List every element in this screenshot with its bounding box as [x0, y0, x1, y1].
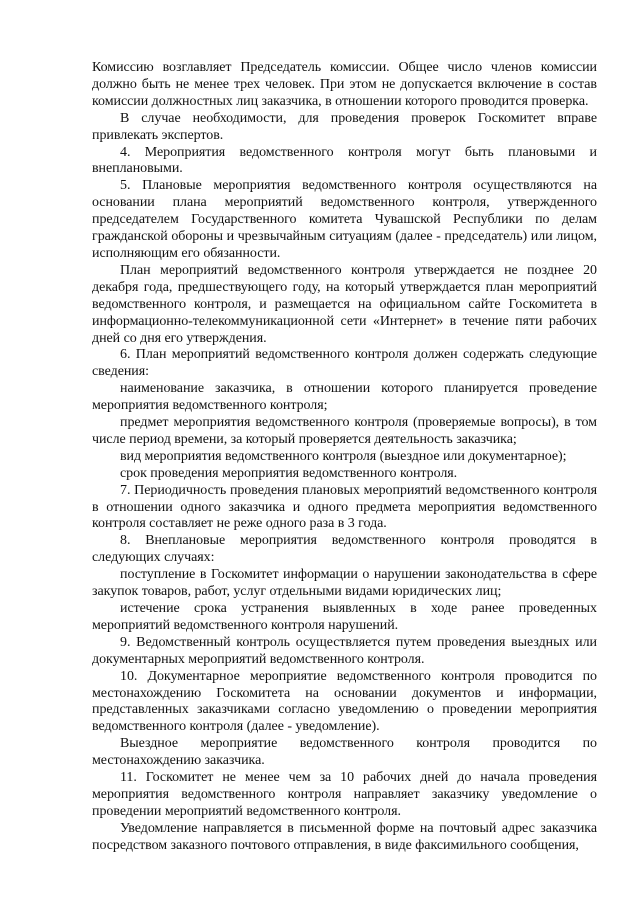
paragraph-notice-delivery: Уведомление направляется в письменной форме на почтовый адрес заказчика посредством заказного почтового отправления, в виде факсимильного сообщения, [92, 820, 597, 853]
paragraph-experts: В случае необходимости, для проведения проверок Госкомитет вправе привлекать экспертов. [92, 110, 597, 143]
paragraph-type: вид мероприятия ведомственного контроля (выездное или документарное); [120, 448, 567, 464]
paragraph-item-5: 5. Плановые мероприятия ведомственного контроля осуществляются на основании плана мероприятий ведомственного контроля, утвержденного председателем Государственного комитета Чувашской Республики по делам гражданской обороны и чрезвычайным ситуациям (далее - председатель) или лицом, исполняющим его обязанности. [92, 178, 597, 261]
paragraph-item-4: 4. Мероприятия ведомственного контроля могут быть плановыми и внеплановыми. [92, 144, 597, 177]
paragraph-item-11: 11. Госкомитет не менее чем за 10 рабочих дней до начала проведения мероприятия ведомственного контроля направляет заказчику уведомление о проведении мероприятий ведомственного контроля. [92, 770, 597, 819]
paragraph-subject: предмет мероприятия ведомственного контроля (проверяемые вопросы), в том числе период времени, за который проверяется деятельность заказчика; [92, 415, 597, 447]
paragraph-item-8: 8. Внеплановые мероприятия ведомственного контроля проводятся в следующих случаях: [92, 533, 597, 566]
paragraph-customer-name: наименование заказчика, в отношении которого планируется проведение мероприятия ведомственного контроля; [92, 381, 597, 414]
paragraph-item-9: 9. Ведомственный контроль осуществляется путем проведения выездных или документарных мероприятий ведомственного контроля. [92, 634, 597, 667]
paragraph-violation-info: поступление в Госкомитет информации о нарушении законодательства в сфере закупок товаров, работ, услуг отдельными видами юридических лиц; [92, 567, 597, 600]
paragraph-commission-chair: Комиссию возглавляет Председатель комиссии. Общее число членов комиссии должно быть не менее трех человек. При этом не допускается включение в состав комиссии должностных лиц заказчика, в отношении которого проводится проверка. [92, 60, 597, 109]
paragraph-term: срок проведения мероприятия ведомственного контроля. [120, 465, 458, 481]
paragraph-plan-approval: План мероприятий ведомственного контроля утверждается не позднее 20 декабря года, предшествующего году, на который утверждается план мероприятий ведомственного контроля, и размещается на официальном сайте Госкомитета в информационно-телекоммуникационной сети «Интернет» в течение пяти рабочих дней со дня его утверждения. [92, 262, 597, 346]
paragraph-deadline-expiry: истечение срока устранения выявленных в ходе ранее проведенных мероприятий ведомственного контроля нарушений. [92, 601, 597, 633]
document-page [92, 60, 597, 855]
paragraph-item-7: 7. Периодичность проведения плановых мероприятий ведомственного контроля в отношении одного заказчика и одного предмета мероприятия ведомственного контроля составляет не реже одного раза в 3 года. [92, 482, 597, 532]
paragraph-item-6: 6. План мероприятий ведомственного контроля должен содержать следующие сведения: [92, 347, 597, 380]
paragraph-item-10: 10. Документарное мероприятие ведомственного контроля проводится по местонахождению Госкомитета на основании документов и информации, представленных заказчиками согласно уведомлению о проведении мероприятия ведомственного контроля (далее - уведомление). [92, 668, 597, 735]
paragraph-onsite: Выездное мероприятие ведомственного контроля проводится по местонахождению заказчика. [92, 736, 597, 769]
